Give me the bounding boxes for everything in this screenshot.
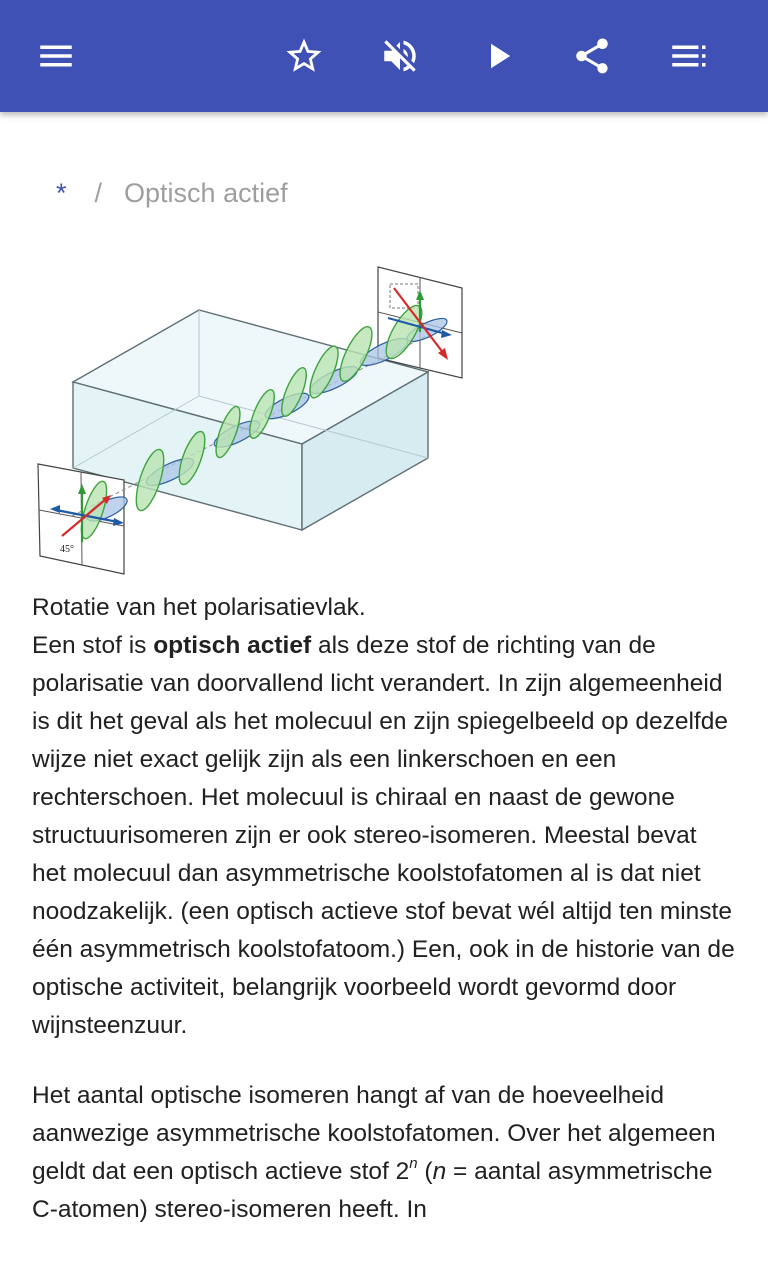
breadcrumb-home-link[interactable]: *: [56, 178, 67, 208]
list-icon: [667, 35, 709, 77]
app-bar: [0, 0, 768, 112]
share-icon: [571, 35, 613, 77]
breadcrumb-separator: /: [94, 178, 103, 208]
angle-label: 45°: [60, 544, 74, 555]
breadcrumb: [56, 178, 288, 220]
table-of-contents-button[interactable]: [660, 28, 716, 84]
share-button[interactable]: [564, 28, 620, 84]
term-optisch-actief: optisch actief: [153, 632, 312, 659]
play-icon: [477, 35, 519, 77]
menu-button[interactable]: [28, 28, 84, 84]
volume-off-icon: [379, 35, 421, 77]
article-body: [32, 589, 736, 1229]
menu-icon: [35, 35, 77, 77]
mute-button[interactable]: [372, 28, 428, 84]
play-button[interactable]: [470, 28, 526, 84]
paragraph-2: Het aantal optische isomeren hangt af van de hoeveelheid aanwezige asymmetrische koolstofatomen. Over het algemeen geldt dat een optisch actieve stof 2$^n$ (n = aantal asymmetrische C-atomen) stereo-isomeren heeft. In: [32, 1082, 716, 1223]
paragraph-1: Een stof is optisch actief als deze stof de richting van de polarisatie van doorvallend licht verandert. In zijn algemeenheid is dit het geval als het molecuul en zijn spiegelbeeld op dezelfde wijze niet exact gelijk zijn als een linkerschoen en een rechterschoen. Het molecuul is chiraal en naast de gewone structuurisomeren zijn er ook stereo-isomeren. Meestal bevat het molecuul dan asymmetrische koolstofatomen al is dat niet noodzakelijk. (een optisch actieve stof bevat wél altijd ten minste één asymmetrisch koolstofatoom.) Een, ook in de historie van de optische activiteit, belangrijk voorbeeld wordt gevormd door wijnsteenzuur.: [32, 632, 735, 1039]
star-outline-icon: [283, 35, 325, 77]
polarization-rotation-illustration[interactable]: [32, 262, 472, 580]
figure-caption: Rotatie van het polarisatievlak.: [32, 594, 366, 621]
breadcrumb-current: Optisch actief: [124, 178, 288, 208]
bookmark-button[interactable]: [276, 28, 332, 84]
